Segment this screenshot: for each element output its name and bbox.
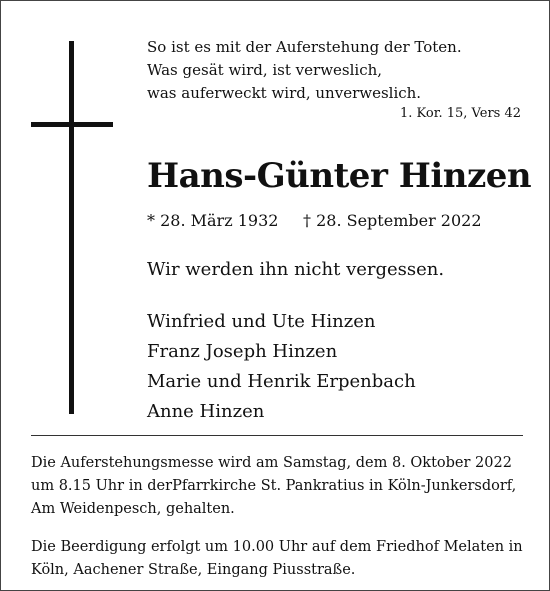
deceased-name: Hans-Günter Hinzen: [147, 156, 532, 196]
mass-notice-line: Die Auferstehungsmesse wird am Samstag, dem 8. Oktober 2022: [31, 455, 512, 471]
verse-line: Was gesät wird, ist verweslich,: [147, 61, 383, 79]
mass-notice-line: um 8.15 Uhr in derPfarrkirche St. Pankratius in Köln-Junkersdorf,: [31, 478, 517, 494]
cross-vertical-beam: [69, 41, 74, 414]
birth-date: * 28. März 1932: [147, 211, 279, 230]
section-divider: [31, 435, 523, 436]
death-date: † 28. September 2022: [303, 211, 482, 230]
burial-notice-line: Köln, Aachener Straße, Eingang Piusstraße.: [31, 562, 356, 578]
bible-verse: [147, 36, 462, 105]
memorial-motto: Wir werden ihn nicht vergessen.: [147, 259, 445, 280]
mass-notice: [31, 452, 523, 521]
burial-notice-line: Die Beerdigung erfolgt um 10.00 Uhr auf dem Friedhof Melaten in: [31, 539, 523, 555]
verse-reference: 1. Kor. 15, Vers 42: [399, 106, 521, 121]
verse-line: was auferweckt wird, unverweslich.: [147, 84, 422, 102]
mourner-entry: Anne Hinzen: [147, 401, 265, 422]
verse-line: So ist es mit der Auferstehung der Toten.: [147, 38, 462, 56]
cross-horizontal-beam: [31, 122, 113, 127]
mourners-list: [147, 307, 416, 427]
mourner-entry: Franz Joseph Hinzen: [147, 341, 338, 362]
burial-notice: [31, 536, 523, 582]
mourner-entry: Winfried und Ute Hinzen: [147, 311, 376, 332]
mass-notice-line: Am Weidenpesch, gehalten.: [31, 501, 235, 517]
mourner-entry: Marie und Henrik Erpenbach: [147, 371, 416, 392]
